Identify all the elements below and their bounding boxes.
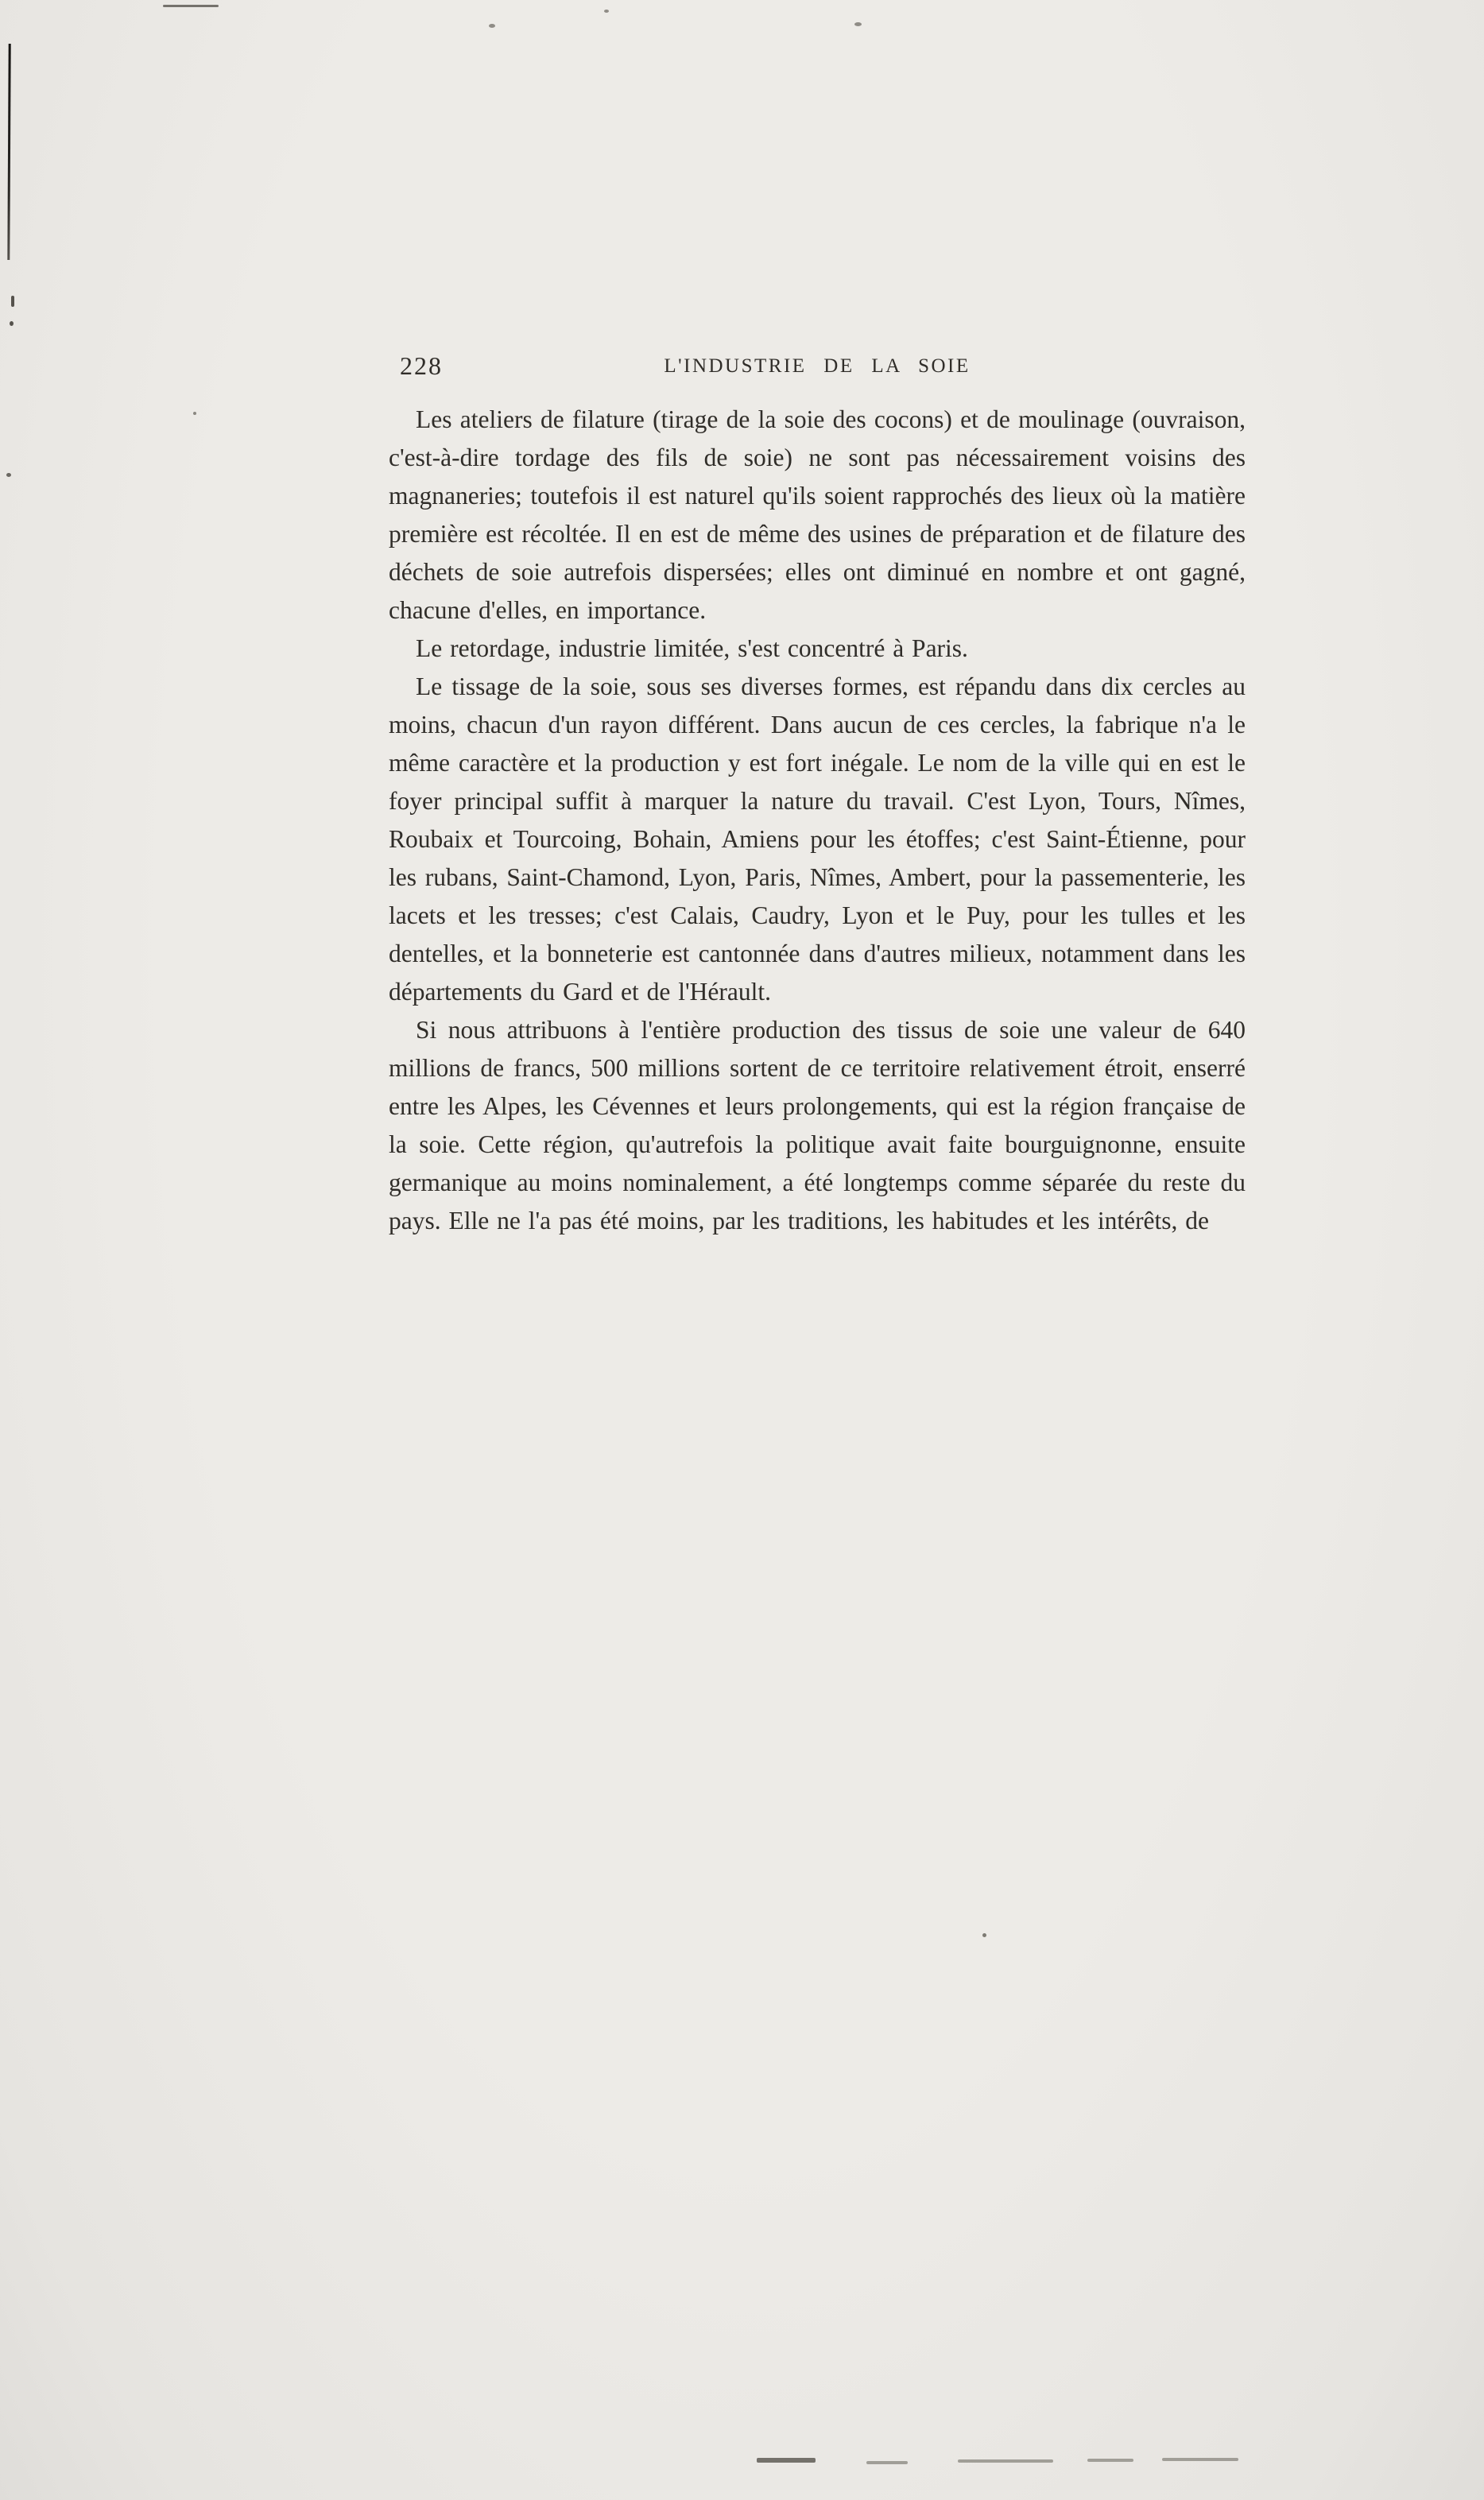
- scan-artifact-edge-mark: [489, 24, 495, 28]
- paragraph-tissage-cercles: Le tissage de la soie, sous ses diverses formes, est répandu dans dix cercles au moins, chacun d'un rayon différent. Dans aucun de ces cercles, la fabrique n'a le même caractère et la production y est fort inégale. Le nom de la ville qui en est le foyer principal suffit à marquer la nature du travail. C'est Lyon, Tours, Nîmes, Roubaix et Tourcoing, Bohain, Amiens pour les étoffes; c'est Saint-Étienne, pour les rubans, Saint-Chamond, Lyon, Paris, Nîmes, Ambert, pour la passementerie, les lacets et les tresses; c'est Calais, Caudry, Lyon et le Puy, pour les tulles et les dentelles, et la bonneterie est cantonnée dans d'autres milieux, notamment dans les départements du Gard et de l'Hérault.: [389, 672, 1246, 1006]
- paragraph-filature-moulinage: Les ateliers de filature (tirage de la soie des cocons) et de moulinage (ouvraison, c'est-à-dire tordage des fils de soie) ne sont pas nécessairement voisins des magnaneries; toutefois il est naturel qu'ils soient rapprochés des lieux où la matière première est récoltée. Il en est de même des usines de préparation et de filature des déchets de soie autrefois dispersées; elles ont diminué en nombre et ont gagné, chacune d'elles, en importance.: [389, 405, 1246, 624]
- paragraph-production-region: Si nous attribuons à l'entière production des tissus de soie une valeur de 640 millions de francs, 500 millions sortent de ce territoire relativement étroit, enserré entre les Alpes, les Cévennes et leurs prolongements, qui est la région française de la soie. Cette région, qu'autrefois la politique avait faite bourguignonne, ensuite germanique au moins nominalement, a été longtemps comme séparée du reste du pays. Elle ne l'a pas été moins, par les traditions, les habitudes et les intérêts, de: [389, 1016, 1246, 1234]
- scan-artifact-speck: [193, 412, 196, 415]
- scan-artifact-speck: [11, 296, 14, 307]
- scan-artifact-speck: [982, 1933, 986, 1937]
- scan-artifact-speck: [6, 473, 11, 477]
- scan-artifact-edge-mark: [854, 22, 862, 26]
- scan-artifact-bleedthrough: [1087, 2459, 1133, 2462]
- text-block: [389, 350, 1246, 1240]
- scan-artifact-vertical-line: [7, 44, 10, 260]
- scan-artifact-bleedthrough: [757, 2458, 816, 2463]
- scan-artifact-bleedthrough: [958, 2459, 1053, 2463]
- scan-artifact-speck: [10, 321, 14, 326]
- scan-artifact-edge-mark: [604, 10, 609, 13]
- scan-artifact-bleedthrough: [1162, 2458, 1238, 2461]
- scan-artifact-edge-mark: [163, 5, 219, 7]
- paragraph-retordage: Le retordage, industrie limitée, s'est concentré à Paris.: [416, 634, 968, 662]
- scan-artifact-bleedthrough: [866, 2461, 908, 2464]
- page-header: [389, 350, 1246, 385]
- page-number: 228: [400, 351, 443, 380]
- running-title: L'INDUSTRIE DE LA SOIE: [664, 355, 971, 377]
